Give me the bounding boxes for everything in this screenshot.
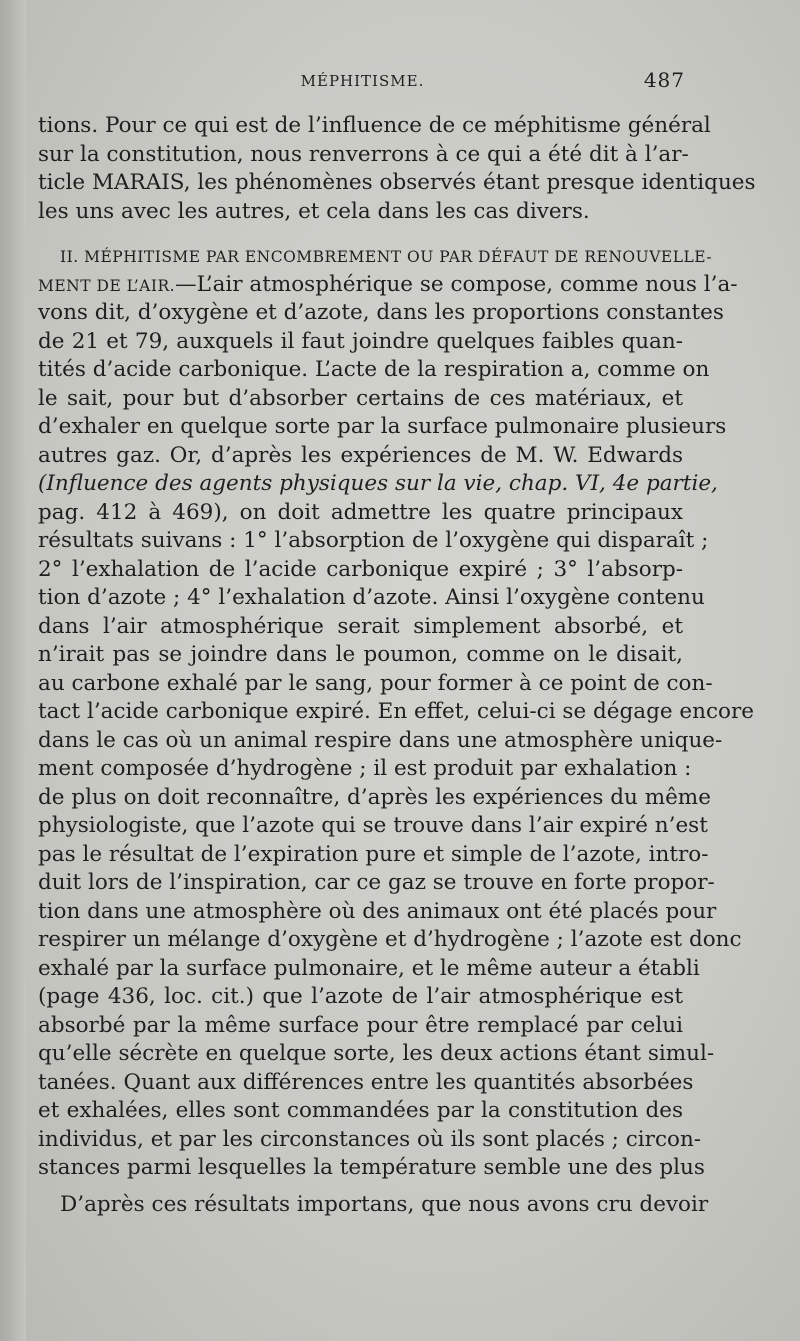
text-line: d’exhaler en quelque sorte par la surface pulmonaire plusieurs [38, 414, 727, 439]
text-line: et exhalées, elles sont commandées par la constitution des [38, 1098, 683, 1123]
text-line: tion dans une atmosphère où des animaux ont été placés pour [38, 898, 717, 924]
text-line: autres gaz. Or, d’après les expériences de M. W. Edwards [38, 442, 683, 468]
running-head-title: MÉPHITISME. [300, 72, 425, 90]
running-head [40, 68, 685, 102]
section-heading-text: II. MÉPHITISME PAR ENCOMBREMENT OU PAR DÉFAUT DE RENOUVELLE- [60, 248, 713, 266]
text-line: duit lors de l’inspiration, car ce gaz se trouve en forte propor- [38, 870, 715, 895]
text-line: ticle MARAIS, les phénomènes observés étant presque identiques [38, 170, 756, 195]
text-line: tions. Pour ce qui est de l’influence de ce méphitisme général [38, 113, 711, 138]
text-line: de plus on doit reconnaître, d’après les expériences du même [38, 784, 711, 810]
text-line: de 21 et 79, auxquels il faut joindre quelques faibles quan- [38, 328, 683, 354]
text-line: qu’elle sécrète en quelque sorte, les deux actions étant simul- [38, 1041, 715, 1066]
text-line: résultats suivans : 1° l’absorption de l’oxygène qui disparaît ; [38, 528, 709, 553]
text-line: pas le résultat de l’expiration pure et simple de l’azote, intro- [38, 841, 709, 867]
text-line [38, 271, 738, 300]
text-line: dans l’air atmosphérique serait simplement absorbé, et [38, 613, 683, 639]
text-line: vons dit, d’oxygène et d’azote, dans les proportions constantes [38, 300, 724, 325]
text-line: absorbé par la même surface pour être remplacé par celui [38, 1012, 683, 1038]
text-line: les uns avec les autres, et cela dans les cas divers. [38, 198, 590, 224]
page-number: 487 [643, 68, 685, 92]
text-line: n’irait pas se joindre dans le poumon, comme on le disait, [38, 642, 683, 667]
text-line: tanées. Quant aux différences entre les quantités absorbées [38, 1069, 694, 1095]
section-heading [38, 242, 713, 271]
text-line: individus, et par les circonstances où ils sont placés ; circon- [38, 1126, 702, 1152]
section-heading-continued: MENT DE L’AIR. [38, 276, 176, 295]
text-line: pag. 412 à 469), on doit admettre les quatre principaux [38, 499, 683, 525]
text-run: —L’air atmosphérique se compose, comme nous l’a- [175, 271, 738, 297]
page-gutter-shadow [0, 0, 26, 1341]
paragraph-3 [38, 1191, 709, 1220]
text-line: tion d’azote ; 4° l’exhalation d’azote. Ainsi l’oxygène contenu [38, 585, 705, 610]
text-line: sur la constitution, nous renverrons à ce qui a été dit à l’ar- [38, 141, 689, 167]
text-line: dans le cas où un animal respire dans une atmosphère unique- [38, 727, 723, 753]
text-line: (page 436, loc. cit.) que l’azote de l’air atmosphérique est [38, 984, 683, 1009]
body-text [38, 112, 756, 1219]
text-line: le sait, pour but d’absorber certains de ces matériaux, et [38, 385, 683, 411]
paragraph-2 [38, 242, 754, 1183]
text-line: exhalé par la surface pulmonaire, et le même auteur a établi [38, 955, 700, 981]
text-line: stances parmi lesquelles la température semble une des plus [38, 1155, 705, 1180]
text-line: ment composée d’hydrogène ; il est produit par exhalation : [38, 756, 692, 781]
text-line: tités d’acide carbonique. L’acte de la respiration a, comme on [38, 357, 710, 382]
paragraph-1 [38, 112, 756, 226]
text-line: 2° l’exhalation de l’acide carbonique expiré ; 3° l’absorp- [38, 556, 683, 582]
text-line: respirer un mélange d’oxygène et d’hydrogène ; l’azote est donc [38, 927, 742, 952]
text-line: physiologiste, que l’azote qui se trouve dans l’air expiré n’est [38, 813, 708, 838]
text-line-citation: (Influence des agents physiques sur la vie, chap. VI, 4e partie, [38, 471, 718, 496]
text-line: au carbone exhalé par le sang, pour former à ce point de con- [38, 670, 713, 696]
text-line: tact l’acide carbonique expiré. En effet, celui-ci se dégage encore [38, 699, 754, 724]
text-line: D’après ces résultats importans, que nous avons cru devoir [60, 1191, 709, 1217]
